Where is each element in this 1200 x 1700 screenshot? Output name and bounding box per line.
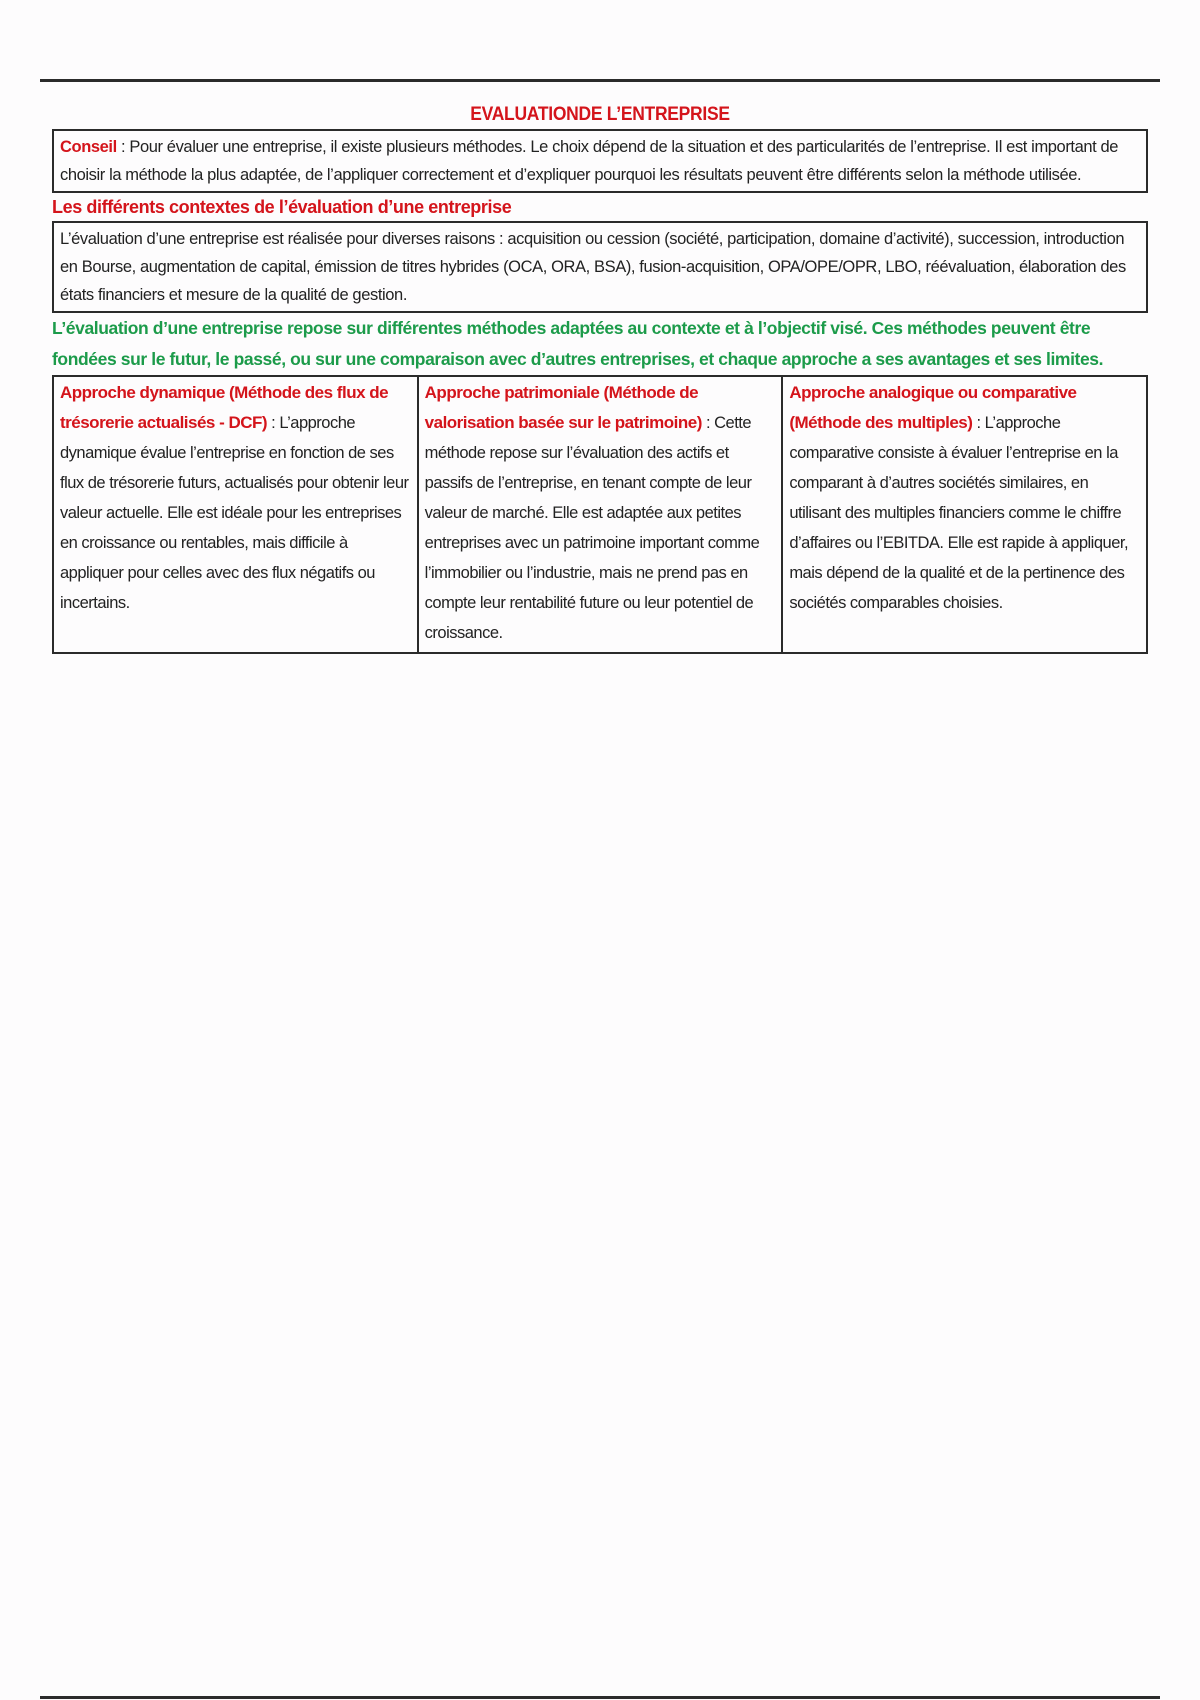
document-content: [52, 102, 1148, 654]
methods-intro: L’évaluation d’une entreprise repose sur différentes méthodes adaptées au contexte et à l’objectif visé. Ces méthodes peuvent être fondées sur le futur, le passé, ou sur une comparaison avec d’autres entreprises, et chaque approche a ses avantages et ses limites.: [52, 318, 1104, 369]
advice-box: [52, 129, 1148, 193]
top-horizontal-rule: [40, 79, 1160, 82]
contexts-heading: Les différents contextes de l’évaluation d’une entreprise: [52, 197, 512, 217]
bottom-horizontal-rule: [40, 1696, 1160, 1699]
method-name: Approche dynamique (Méthode des flux de trésorerie actualisés - DCF): [60, 383, 389, 432]
contexts-box: [52, 221, 1148, 313]
method-description: : L’approche comparative consiste à évaluer l’entreprise en la comparant à d’autres sociétés similaires, en utilisant des multiples financiers comme le chiffre d’affaires ou l’EBITDA. Elle est rapide à appliquer, mais dépend de la qualité et de la pertinence des sociétés comparables choisies.: [789, 414, 1129, 612]
method-description: : Cette méthode repose sur l’évaluation des actifs et passifs de l’entreprise, en tenant compte de leur valeur de marché. Elle est adaptée aux petites entreprises avec un patrimoine important comme l’immobilier ou l’industrie, mais ne prend pas en compte leur rentabilité future ou leur potentiel de croissance.: [424, 414, 760, 642]
document-title: EVALUATIONDE L’ENTREPRISE: [470, 104, 730, 125]
method-name: Approche analogique ou comparative (Méthode des multiples): [789, 383, 1077, 432]
method-cell-comparative: [782, 376, 1147, 653]
methods-table: [52, 375, 1148, 654]
method-description: : L’approche dynamique évalue l’entreprise en fonction de ses flux de trésorerie futurs, actualisés pour obtenir leur valeur actuelle. Elle est idéale pour les entreprises en croissance ou rentables, mais difficile à appliquer pour celles avec des flux négatifs ou incertains.: [60, 414, 409, 612]
contexts-text: L’évaluation d’une entreprise est réalisée pour diverses raisons : acquisition ou cession (société, participation, domaine d’activité), succession, introduction en Bourse, augmentation de capital, émission de titres hybrides (OCA, ORA, BSA), fusion-acquisition, OPA/OPE/OPR, LBO, réévaluation, élaboration des états financiers et mesure de la qualité de gestion.: [60, 230, 1126, 304]
method-cell-patrimonial: [418, 376, 783, 653]
method-cell-dynamic: [53, 376, 418, 653]
method-name: Approche patrimoniale (Méthode de valorisation basée sur le patrimoine): [424, 383, 702, 432]
advice-label: Conseil: [60, 138, 117, 156]
methods-row: [53, 376, 1147, 653]
advice-text: : Pour évaluer une entreprise, il existe plusieurs méthodes. Le choix dépend de la situation et des particularités de l’entreprise. Il est important de choisir la méthode la plus adaptée, de l’appliquer correctement et d’expliquer pourquoi les résultats peuvent être différents selon la méthode utilisée.: [60, 138, 1119, 184]
